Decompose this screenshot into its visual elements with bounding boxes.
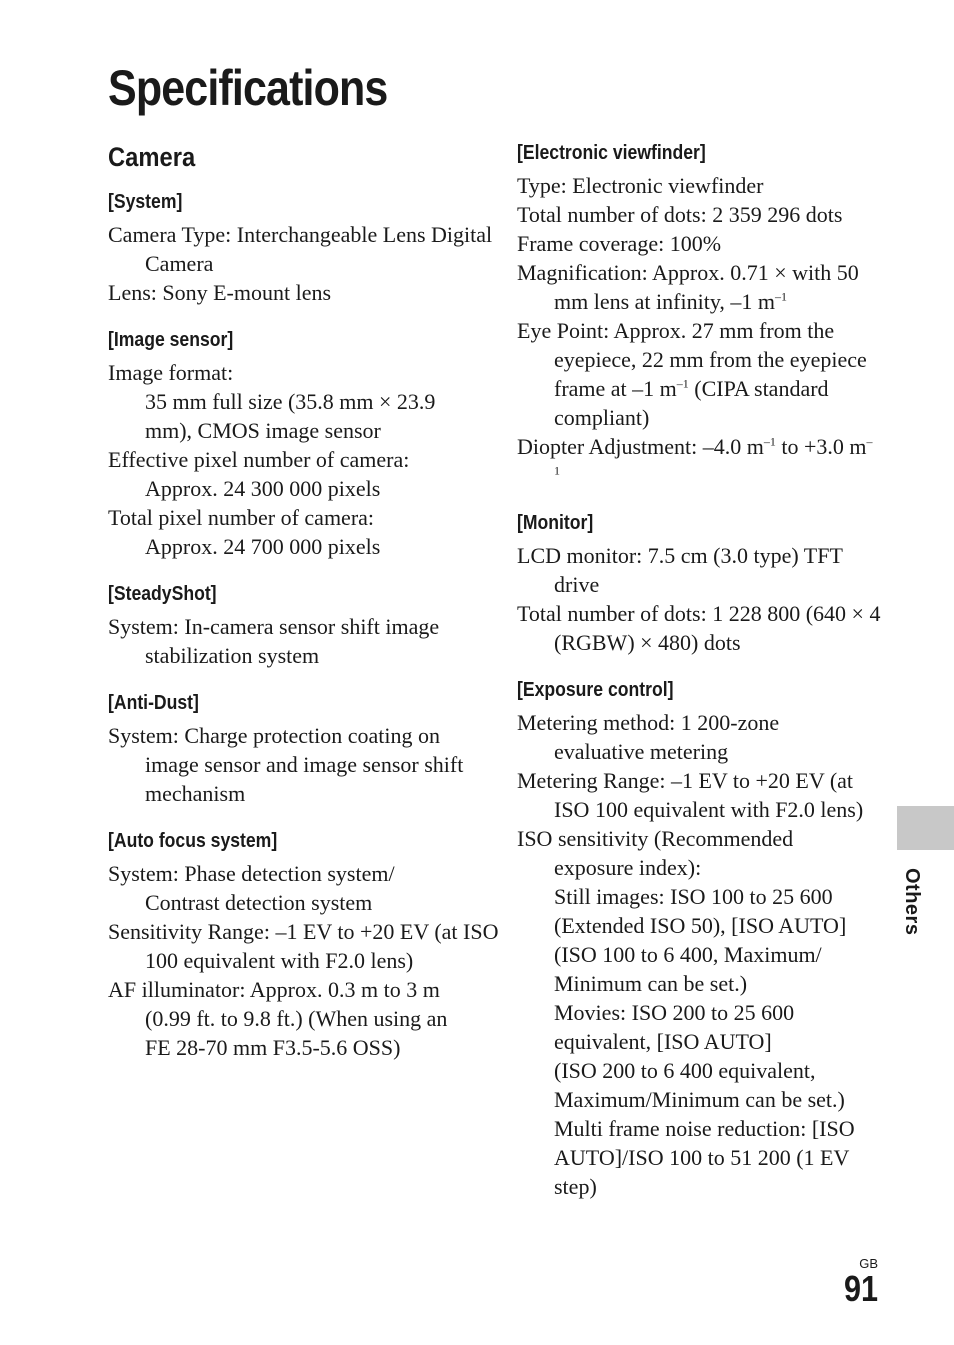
spec-entry: ISO sensitivity (Recommended exposure index): [517,826,794,880]
section-steadyshot [108,581,478,670]
spec-entry: LCD monitor: 7.5 cm (3.0 type) TFT drive [517,543,843,597]
section-monitor [517,510,887,657]
superscript: –1 [676,376,689,391]
spec-entry: 35 mm full size (35.8 mm × 23.9 mm), CMOS image sensor [145,389,436,444]
spec-entry: Image format: [108,360,234,386]
spec-entry [517,432,874,490]
spec-text: to +3.0 m [781,434,867,459]
section-title: [Image sensor] [108,329,234,352]
spec-entry: (ISO 200 to 6 400 equivalent, Maximum/Minimum can be set.) [554,1058,845,1112]
spec-entry: Total number of dots: 1 228 800 (640 × 4 (RGBW) × 480) dots [517,601,881,655]
camera-heading: Camera [108,142,196,172]
spec-entry: System: Phase detection system/ Contrast detection system [108,861,395,916]
superscript: –1 [763,434,776,449]
spec-entry [517,258,887,316]
spec-entry: AF illuminator: Approx. 0.3 m to 3 m (0.99 ft. to 9.8 ft.) (When using an FE 28-70 mm F3.5-5.6 OSS) [108,977,448,1061]
spec-entry: Type: Electronic viewfinder [517,173,764,198]
section-electronic-viewfinder [517,140,887,490]
spec-entry: Camera Type: Interchangeable Lens Digital Camera [108,222,493,277]
spec-entry: System: In-camera sensor shift image stabilization system [108,614,440,669]
spec-entry: Effective pixel number of camera: Approx. 24 300 000 pixels [108,447,410,502]
superscript: –1 [554,434,873,478]
right-column [517,140,887,1221]
spec-entry: Metering method: 1 200-zone evaluative metering [517,710,780,764]
section-title: [Anti-Dust] [108,692,199,715]
spec-entry: Total number of dots: 2 359 296 dots [517,202,843,227]
section-title: [Monitor] [517,512,594,534]
side-tab-marker [897,806,954,850]
spec-entry: Movies: ISO 200 to 25 600 equivalent, [ISO AUTO] [554,1000,795,1054]
spec-entry: Frame coverage: 100% [517,231,722,256]
section-title: [Auto focus system] [108,830,278,853]
section-auto-focus [108,828,499,1062]
spec-entry: Still images: ISO 100 to 25 600 (Extended ISO 50), [ISO AUTO] (ISO 100 to 6 400, Maximum/ Minimum can be set.) [554,884,847,996]
spec-text: Magnification: Approx. 0.71 × with 50 mm lens at infinity, –1 m [517,260,859,314]
page-title: Specifications [108,60,388,116]
section-title: [SteadyShot] [108,583,217,606]
spec-text: (CIPA standard compliant) [554,376,829,430]
section-exposure-control [517,677,887,1201]
spec-entry [517,316,904,432]
spec-text: Eye Point: Approx. 27 mm from the eyepiece, 22 mm from the eyepiece frame at –1 m [517,318,867,401]
section-title: [Exposure control] [517,679,674,701]
spec-entry: Metering Range: –1 EV to +20 EV (at ISO 100 equivalent with F2.0 lens) [517,768,864,822]
section-system [108,189,493,307]
spec-entry: System: Charge protection coating on image sensor and image sensor shift mechanism [108,723,464,807]
section-image-sensor [108,327,478,561]
side-tab-label: Others [901,868,923,936]
page-number: 91 [843,1268,878,1309]
region-code: GB [859,1256,878,1271]
section-title: [System] [108,191,183,214]
spec-entry: Lens: Sony E-mount lens [108,280,332,306]
section-anti-dust [108,690,478,808]
spec-entry: Multi frame noise reduction: [ISO AUTO]/ISO 100 to 51 200 (1 EV step) [554,1116,855,1199]
spec-text: Diopter Adjustment: –4.0 m [517,434,764,459]
superscript: –1 [775,289,787,304]
section-title: [Electronic viewfinder] [517,142,706,164]
left-column [108,140,499,1082]
spec-entry: Total pixel number of camera: Approx. 24 700 000 pixels [108,505,381,560]
spec-entry: Sensitivity Range: –1 EV to +20 EV (at ISO 100 equivalent with F2.0 lens) [108,919,499,974]
